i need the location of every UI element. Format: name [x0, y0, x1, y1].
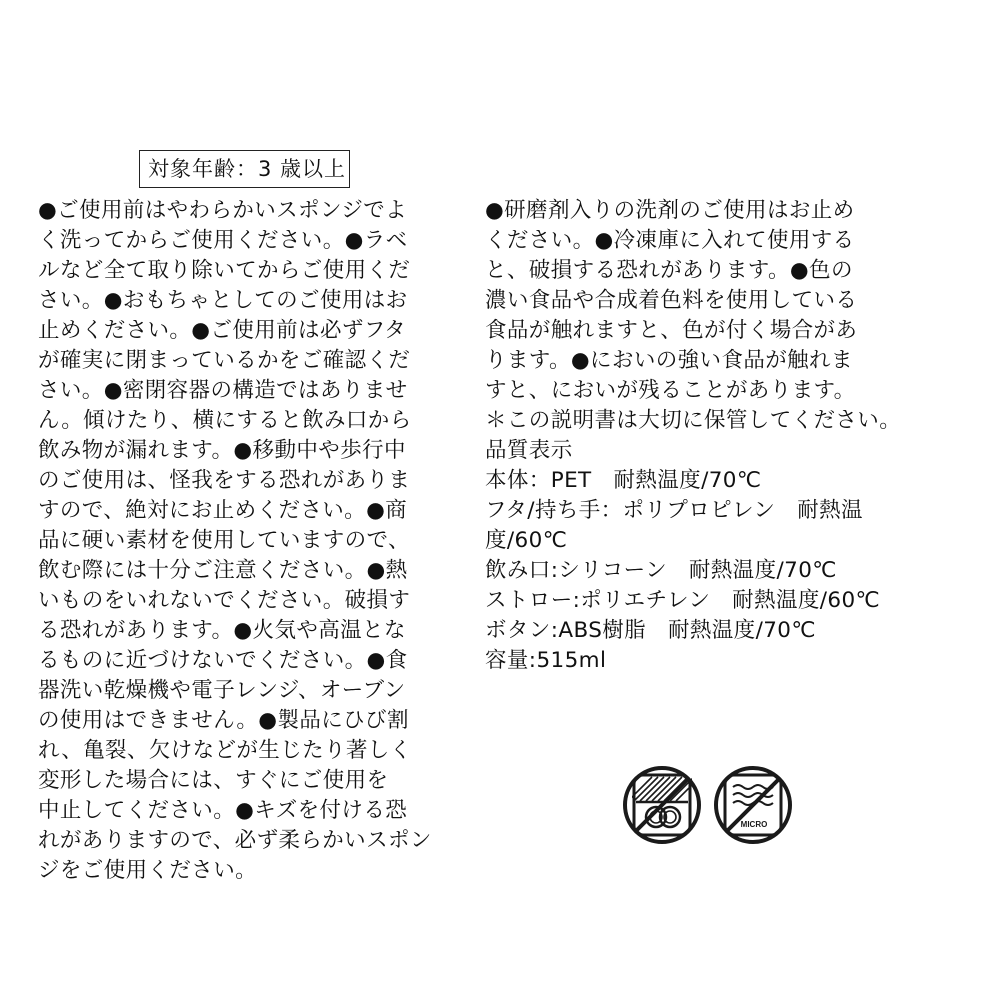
text-line: 食品が触れますと、色が付く場合があ: [485, 318, 858, 343]
text-line: ります。●においの強い食品が触れま: [485, 348, 853, 373]
text-line: 品に硬い素材を使用していますので、: [38, 528, 410, 553]
material-line: ボタン:ABS樹脂 耐熱温度/70℃: [485, 618, 816, 643]
text-line: 中止してください。●キズを付ける恐: [38, 798, 408, 823]
text-line: く洗ってからご使用ください。●ラベ: [38, 228, 408, 253]
text-line: 飲み物が漏れます。●移動中や歩行中: [38, 438, 406, 463]
text-line: のご使用は、怪我をする恐れがありま: [38, 468, 411, 493]
text-line: すので、絶対にお止めください。●商: [38, 498, 408, 523]
text-line: ●研磨剤入りの洗剤のご使用はお止め: [485, 198, 855, 223]
text-line: いものをいれないでください。破損す: [38, 588, 411, 613]
text-line: 変形した場合には、すぐにご使用を: [38, 768, 389, 793]
text-line: れがありますので、必ず柔らかいスポン: [38, 828, 432, 853]
no-dishwasher-icon: [622, 765, 702, 845]
micro-label: MICRO: [740, 820, 768, 829]
material-line: 度/60℃: [485, 528, 568, 553]
text-line: ＊この説明書は大切に保管してください。: [485, 408, 902, 433]
text-line: ん。傾けたり、横にすると飲み口から: [38, 408, 412, 433]
no-microwave-icon: [713, 765, 793, 845]
text-line: 飲む際には十分ご注意ください。●熱: [38, 558, 408, 583]
caution-text-left: [38, 196, 478, 886]
material-line: 本体：PET 耐熱温度/70℃: [485, 468, 762, 493]
capacity-line: 容量:515ml: [485, 648, 607, 673]
text-line: と、破損する恐れがあります。●色の: [485, 258, 853, 283]
text-line: の使用はできません。●製品にひび割: [38, 708, 409, 733]
text-line: さい。●おもちゃとしてのご使用はお: [38, 288, 408, 313]
text-line: が確実に閉まっているかをご確認くだ: [38, 348, 411, 373]
caution-text-right: [485, 196, 965, 676]
text-line: ●ご使用前はやわらかいスポンジでよ: [38, 198, 408, 223]
text-line: 止めください。●ご使用前は必ずフタ: [38, 318, 407, 343]
text-line: 器洗い乾燥機や電子レンジ、オーブン: [38, 678, 406, 703]
text-line: さい。●密閉容器の構造ではありませ: [38, 378, 408, 403]
material-line: 飲み口:シリコーン 耐熱温度/70℃: [485, 558, 837, 583]
text-line: ください。●冷凍庫に入れて使用する: [485, 228, 855, 253]
text-line: 濃い食品や合成着色料を使用している: [485, 288, 858, 313]
material-line: ストロー:ポリエチレン 耐熱温度/60℃: [485, 588, 881, 613]
material-line: フタ/持ち手：ポリプロピレン 耐熱温: [485, 498, 863, 523]
target-age-label: 対象年齢：3 歳以上: [139, 150, 350, 188]
text-line: れ、亀裂、欠けなどが生じたり著しく: [38, 738, 412, 763]
text-line: ジをご使用ください。: [38, 858, 258, 883]
text-line: るものに近づけないでください。●食: [38, 648, 408, 673]
text-line: る恐れがあります。●火気や高温とな: [38, 618, 406, 643]
text-line: ルなど全て取り除いてからご使用くだ: [38, 258, 411, 283]
text-line: すと、においが残ることがあります。: [485, 378, 856, 403]
material-heading: 品質表示: [485, 438, 573, 463]
